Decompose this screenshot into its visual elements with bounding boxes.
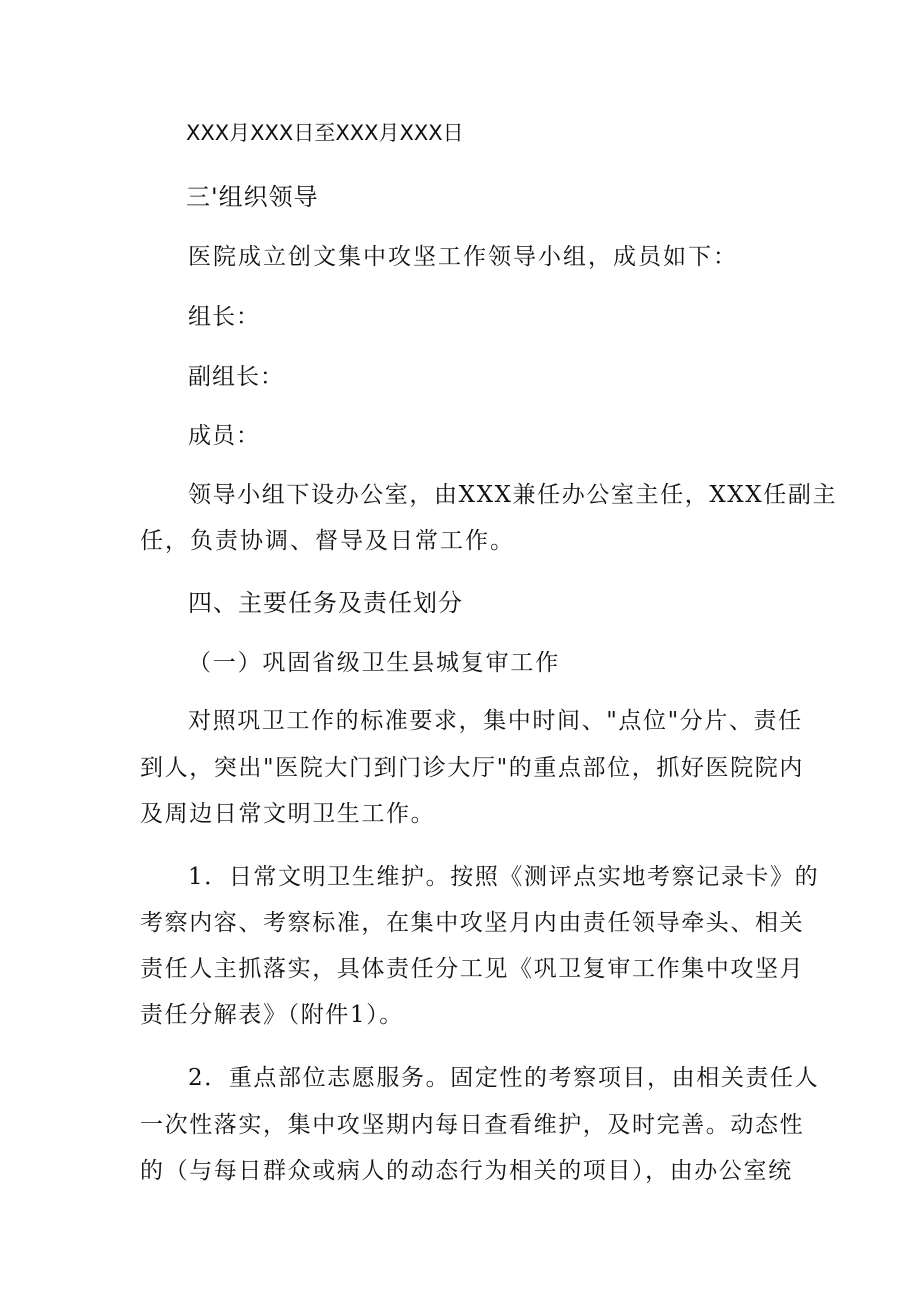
sub1-paragraph-line-3: 及周边日常文明卫生工作。 bbox=[140, 801, 436, 827]
office-paragraph-line-1: 领导小组下设办公室，由XXX兼任办公室主任，XXX任副主 bbox=[188, 482, 838, 508]
date-range: XXX月XXX日至XXX月XXX日 bbox=[186, 121, 464, 145]
item1-line-4: 责任分解表》（附件1）。 bbox=[140, 1002, 404, 1028]
leader-line: 组长： bbox=[188, 304, 260, 330]
item2-line-1: 2．重点部位志愿服务。固定性的考察项目，由相关责任人 bbox=[188, 1065, 820, 1091]
deputy-leader-line: 副组长： bbox=[188, 364, 284, 390]
members-line: 成员： bbox=[188, 423, 260, 449]
item2-line-2: 一次性落实，集中攻坚期内每日查看维护，及时完善。动态性 bbox=[140, 1112, 805, 1138]
sub1-paragraph-line-1: 对照巩卫工作的标准要求，集中时间、"点位"分片、责任 bbox=[188, 708, 803, 734]
section3-heading: 三'组织领导 bbox=[186, 183, 319, 211]
item1-line-2: 考察内容、考察标准，在集中攻坚月内由责任领导牵头、相关 bbox=[140, 910, 805, 936]
item1-line-3: 责任人主抓落实，具体责任分工见《巩卫复审工作集中攻坚月 bbox=[140, 956, 805, 982]
office-paragraph-line-2: 任，负责协调、督导及日常工作。 bbox=[140, 528, 515, 554]
section4-heading: 四、主要任务及责任划分 bbox=[188, 589, 463, 617]
subsection1-title: （一）巩固省级卫生县城复审工作 bbox=[188, 650, 560, 676]
item1-line-1: 1．日常文明卫生维护。按照《测评点实地考察记录卡》的 bbox=[188, 864, 820, 890]
sub1-paragraph-line-2: 到人，突出"医院大门到门诊大厅"的重点部位，抓好医院院内 bbox=[140, 755, 804, 781]
item2-line-3: 的（与每日群众或病人的动态行为相关的项目），由办公室统 bbox=[140, 1158, 793, 1184]
section3-intro: 医院成立创文集中攻坚工作领导小组，成员如下： bbox=[188, 244, 738, 270]
